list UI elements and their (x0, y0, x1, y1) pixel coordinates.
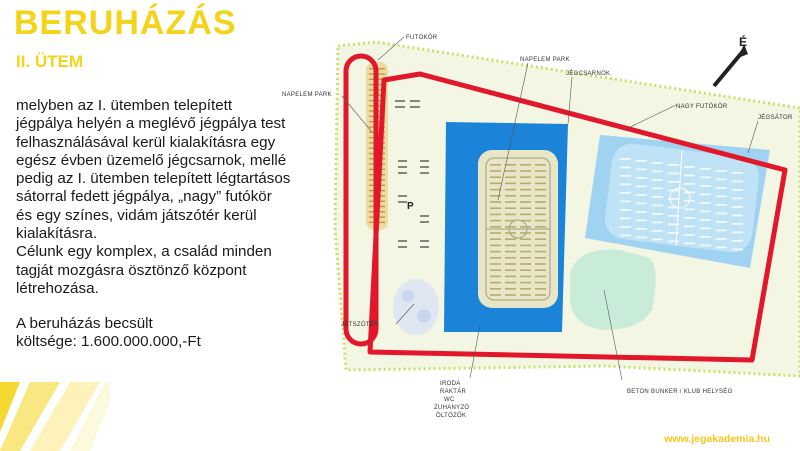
label-futokor: FUTÓKÖR (406, 35, 438, 41)
label-raktar: RAKTÁR (440, 389, 467, 395)
beton-bunker (570, 249, 656, 330)
page-subtitle: II. ÜTEM (16, 52, 84, 71)
label-napelem-park-left: NAPELEM PARK (282, 92, 332, 98)
label-zuhanyzo: ZUHANYZÓ (434, 405, 470, 411)
playground-area (393, 279, 439, 335)
cost-paragraph: A beruházás becsült költsége: 1.600.000.000,-Ft (16, 315, 201, 351)
label-nagy-futokor: NAGY FUTÓKÖR (676, 104, 728, 110)
website-link[interactable]: www.jegakademia.hu (664, 433, 770, 445)
description-paragraph: melyben az I. ütemben telepített jégpálya helyén a meglévő jégpálya test felhasználásával kerül kialakításra egy egész évben üzemelő jégcsarnok, mellé pedig az I. ütemben telepített légtartásos sátorral fedett jégpálya, „nagy” futókör és egy színes, vidám játszótér kerül kialakításra. Célunk egy komplex, a család minden tagját mozgásra ösztönző központ létrehozása. (16, 97, 291, 297)
label-jatszoter: JÁTSZÓTÉR (341, 322, 379, 328)
label-wc: WC (444, 397, 455, 403)
label-oltozok: ÖLTÖZŐK (436, 413, 467, 419)
label-napelem-park-top: NAPELEM PARK (520, 57, 570, 63)
parking-label: P (407, 201, 414, 212)
label-iroda: IRODA (440, 381, 461, 387)
label-beton-bunker: BETON BUNKER / KLUB HELYSÉG (627, 389, 733, 395)
page-title: BERUHÁZÁS (14, 4, 237, 42)
label-jegcsarnok: JÉGCSARNOK (566, 71, 611, 77)
compass-icon (714, 44, 748, 86)
label-jegsator: JÉGSÁTOR (758, 115, 793, 121)
north-label: É (739, 35, 748, 49)
